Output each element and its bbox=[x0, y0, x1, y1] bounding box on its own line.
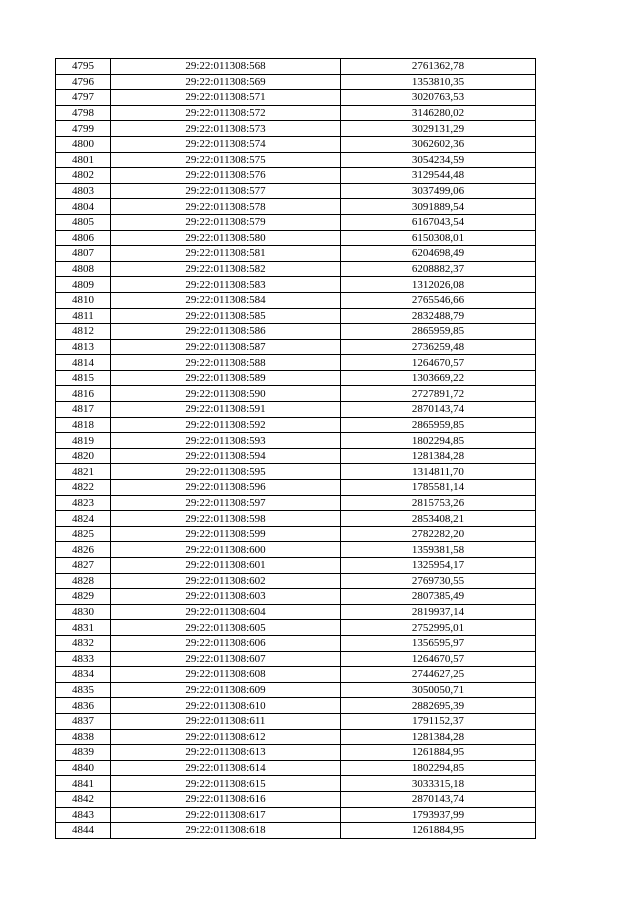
value-cell: 2870143,74 bbox=[341, 791, 536, 807]
cadastral-number-cell: 29:22:011308:579 bbox=[111, 214, 341, 230]
table-row bbox=[56, 729, 536, 745]
cadastral-number-cell: 29:22:011308:606 bbox=[111, 635, 341, 651]
value-cell: 3033315,18 bbox=[341, 776, 536, 792]
cadastral-number-cell: 29:22:011308:593 bbox=[111, 433, 341, 449]
table-row bbox=[56, 261, 536, 277]
value-cell: 3129544,48 bbox=[341, 168, 536, 184]
cadastral-number-cell: 29:22:011308:589 bbox=[111, 370, 341, 386]
table-row bbox=[56, 682, 536, 698]
value-cell: 2752995,01 bbox=[341, 620, 536, 636]
cadastral-number-cell: 29:22:011308:602 bbox=[111, 573, 341, 589]
value-cell: 1312026,08 bbox=[341, 277, 536, 293]
value-cell: 2782282,20 bbox=[341, 526, 536, 542]
row-number-cell: 4840 bbox=[56, 760, 111, 776]
value-cell: 1785581,14 bbox=[341, 480, 536, 496]
table-row bbox=[56, 246, 536, 262]
row-number-cell: 4812 bbox=[56, 324, 111, 340]
table-row bbox=[56, 324, 536, 340]
cadastral-number-cell: 29:22:011308:614 bbox=[111, 760, 341, 776]
row-number-cell: 4817 bbox=[56, 402, 111, 418]
row-number-cell: 4807 bbox=[56, 246, 111, 262]
table-row bbox=[56, 199, 536, 215]
row-number-cell: 4832 bbox=[56, 635, 111, 651]
row-number-cell: 4830 bbox=[56, 604, 111, 620]
value-cell: 2769730,55 bbox=[341, 573, 536, 589]
row-number-cell: 4831 bbox=[56, 620, 111, 636]
cadastral-number-cell: 29:22:011308:574 bbox=[111, 136, 341, 152]
row-number-cell: 4834 bbox=[56, 667, 111, 683]
cadastral-number-cell: 29:22:011308:587 bbox=[111, 339, 341, 355]
cadastral-number-cell: 29:22:011308:592 bbox=[111, 417, 341, 433]
row-number-cell: 4838 bbox=[56, 729, 111, 745]
value-cell: 1261884,95 bbox=[341, 823, 536, 839]
row-number-cell: 4796 bbox=[56, 74, 111, 90]
row-number-cell: 4801 bbox=[56, 152, 111, 168]
cadastral-number-cell: 29:22:011308:601 bbox=[111, 558, 341, 574]
table-row bbox=[56, 230, 536, 246]
value-cell: 2736259,48 bbox=[341, 339, 536, 355]
table-row bbox=[56, 136, 536, 152]
row-number-cell: 4814 bbox=[56, 355, 111, 371]
cadastral-number-cell: 29:22:011308:590 bbox=[111, 386, 341, 402]
cadastral-number-cell: 29:22:011308:613 bbox=[111, 745, 341, 761]
cadastral-number-cell: 29:22:011308:612 bbox=[111, 729, 341, 745]
table-row bbox=[56, 558, 536, 574]
row-number-cell: 4797 bbox=[56, 90, 111, 106]
row-number-cell: 4829 bbox=[56, 589, 111, 605]
value-cell: 1303669,22 bbox=[341, 370, 536, 386]
cadastral-number-cell: 29:22:011308:600 bbox=[111, 542, 341, 558]
table-row bbox=[56, 511, 536, 527]
table-row bbox=[56, 277, 536, 293]
cadastral-number-cell: 29:22:011308:573 bbox=[111, 121, 341, 137]
table-row bbox=[56, 495, 536, 511]
row-number-cell: 4841 bbox=[56, 776, 111, 792]
row-number-cell: 4798 bbox=[56, 105, 111, 121]
row-number-cell: 4810 bbox=[56, 292, 111, 308]
table-row bbox=[56, 402, 536, 418]
cadastral-number-cell: 29:22:011308:571 bbox=[111, 90, 341, 106]
table-row bbox=[56, 214, 536, 230]
value-cell: 2870143,74 bbox=[341, 402, 536, 418]
row-number-cell: 4813 bbox=[56, 339, 111, 355]
table-row bbox=[56, 745, 536, 761]
table-row bbox=[56, 168, 536, 184]
table-row bbox=[56, 480, 536, 496]
value-cell: 1314811,70 bbox=[341, 464, 536, 480]
value-cell: 2865959,85 bbox=[341, 417, 536, 433]
cadastral-number-cell: 29:22:011308:582 bbox=[111, 261, 341, 277]
value-cell: 3054234,59 bbox=[341, 152, 536, 168]
cadastral-number-cell: 29:22:011308:575 bbox=[111, 152, 341, 168]
table-row bbox=[56, 776, 536, 792]
row-number-cell: 4811 bbox=[56, 308, 111, 324]
row-number-cell: 4803 bbox=[56, 183, 111, 199]
table-row bbox=[56, 370, 536, 386]
cadastral-number-cell: 29:22:011308:568 bbox=[111, 59, 341, 75]
table-row bbox=[56, 308, 536, 324]
table-row bbox=[56, 433, 536, 449]
table-row bbox=[56, 604, 536, 620]
value-cell: 2832488,79 bbox=[341, 308, 536, 324]
table-row bbox=[56, 526, 536, 542]
table-row bbox=[56, 760, 536, 776]
table-row bbox=[56, 448, 536, 464]
row-number-cell: 4835 bbox=[56, 682, 111, 698]
value-cell: 1356595,97 bbox=[341, 635, 536, 651]
cadastral-number-cell: 29:22:011308:608 bbox=[111, 667, 341, 683]
value-cell: 2761362,78 bbox=[341, 59, 536, 75]
cadastral-number-cell: 29:22:011308:616 bbox=[111, 791, 341, 807]
cadastral-number-cell: 29:22:011308:578 bbox=[111, 199, 341, 215]
row-number-cell: 4823 bbox=[56, 495, 111, 511]
cadastral-number-cell: 29:22:011308:569 bbox=[111, 74, 341, 90]
row-number-cell: 4822 bbox=[56, 480, 111, 496]
table-row bbox=[56, 292, 536, 308]
row-number-cell: 4836 bbox=[56, 698, 111, 714]
value-cell: 1793937,99 bbox=[341, 807, 536, 823]
table-row bbox=[56, 573, 536, 589]
value-cell: 6204698,49 bbox=[341, 246, 536, 262]
value-cell: 1802294,85 bbox=[341, 760, 536, 776]
cadastral-number-cell: 29:22:011308:605 bbox=[111, 620, 341, 636]
row-number-cell: 4842 bbox=[56, 791, 111, 807]
value-cell: 1791152,37 bbox=[341, 713, 536, 729]
table-row bbox=[56, 651, 536, 667]
table-row bbox=[56, 698, 536, 714]
value-cell: 1802294,85 bbox=[341, 433, 536, 449]
value-cell: 3037499,06 bbox=[341, 183, 536, 199]
cadastral-number-cell: 29:22:011308:615 bbox=[111, 776, 341, 792]
row-number-cell: 4806 bbox=[56, 230, 111, 246]
row-number-cell: 4828 bbox=[56, 573, 111, 589]
cadastral-number-cell: 29:22:011308:599 bbox=[111, 526, 341, 542]
cadastral-number-cell: 29:22:011308:596 bbox=[111, 480, 341, 496]
table-row bbox=[56, 635, 536, 651]
table-row bbox=[56, 90, 536, 106]
table-row bbox=[56, 417, 536, 433]
value-cell: 2744627,25 bbox=[341, 667, 536, 683]
value-cell: 2765546,66 bbox=[341, 292, 536, 308]
table-row bbox=[56, 791, 536, 807]
row-number-cell: 4839 bbox=[56, 745, 111, 761]
table-row bbox=[56, 339, 536, 355]
value-cell: 1325954,17 bbox=[341, 558, 536, 574]
row-number-cell: 4821 bbox=[56, 464, 111, 480]
value-cell: 1281384,28 bbox=[341, 729, 536, 745]
table-row bbox=[56, 59, 536, 75]
value-cell: 1359381,58 bbox=[341, 542, 536, 558]
table-row bbox=[56, 464, 536, 480]
table-row bbox=[56, 823, 536, 839]
registry-table bbox=[55, 58, 536, 839]
cadastral-number-cell: 29:22:011308:607 bbox=[111, 651, 341, 667]
table-row bbox=[56, 807, 536, 823]
row-number-cell: 4805 bbox=[56, 214, 111, 230]
value-cell: 2819937,14 bbox=[341, 604, 536, 620]
row-number-cell: 4799 bbox=[56, 121, 111, 137]
cadastral-number-cell: 29:22:011308:594 bbox=[111, 448, 341, 464]
table-row bbox=[56, 386, 536, 402]
value-cell: 6208882,37 bbox=[341, 261, 536, 277]
value-cell: 2815753,26 bbox=[341, 495, 536, 511]
value-cell: 1281384,28 bbox=[341, 448, 536, 464]
value-cell: 2807385,49 bbox=[341, 589, 536, 605]
value-cell: 1353810,35 bbox=[341, 74, 536, 90]
table-row bbox=[56, 620, 536, 636]
cadastral-number-cell: 29:22:011308:584 bbox=[111, 292, 341, 308]
cadastral-number-cell: 29:22:011308:598 bbox=[111, 511, 341, 527]
row-number-cell: 4809 bbox=[56, 277, 111, 293]
cadastral-number-cell: 29:22:011308:577 bbox=[111, 183, 341, 199]
value-cell: 3050050,71 bbox=[341, 682, 536, 698]
row-number-cell: 4802 bbox=[56, 168, 111, 184]
cadastral-number-cell: 29:22:011308:591 bbox=[111, 402, 341, 418]
row-number-cell: 4826 bbox=[56, 542, 111, 558]
row-number-cell: 4818 bbox=[56, 417, 111, 433]
row-number-cell: 4795 bbox=[56, 59, 111, 75]
row-number-cell: 4819 bbox=[56, 433, 111, 449]
cadastral-number-cell: 29:22:011308:588 bbox=[111, 355, 341, 371]
row-number-cell: 4824 bbox=[56, 511, 111, 527]
cadastral-number-cell: 29:22:011308:586 bbox=[111, 324, 341, 340]
table-row bbox=[56, 152, 536, 168]
cadastral-number-cell: 29:22:011308:618 bbox=[111, 823, 341, 839]
cadastral-number-cell: 29:22:011308:609 bbox=[111, 682, 341, 698]
cadastral-number-cell: 29:22:011308:611 bbox=[111, 713, 341, 729]
value-cell: 2865959,85 bbox=[341, 324, 536, 340]
table-row bbox=[56, 183, 536, 199]
cadastral-number-cell: 29:22:011308:576 bbox=[111, 168, 341, 184]
cadastral-number-cell: 29:22:011308:603 bbox=[111, 589, 341, 605]
table-row bbox=[56, 589, 536, 605]
row-number-cell: 4837 bbox=[56, 713, 111, 729]
row-number-cell: 4825 bbox=[56, 526, 111, 542]
value-cell: 3062602,36 bbox=[341, 136, 536, 152]
value-cell: 1264670,57 bbox=[341, 355, 536, 371]
value-cell: 6150308,01 bbox=[341, 230, 536, 246]
row-number-cell: 4808 bbox=[56, 261, 111, 277]
cadastral-number-cell: 29:22:011308:583 bbox=[111, 277, 341, 293]
table-row bbox=[56, 74, 536, 90]
row-number-cell: 4800 bbox=[56, 136, 111, 152]
row-number-cell: 4833 bbox=[56, 651, 111, 667]
row-number-cell: 4815 bbox=[56, 370, 111, 386]
table-row bbox=[56, 542, 536, 558]
value-cell: 3146280,02 bbox=[341, 105, 536, 121]
table-row bbox=[56, 713, 536, 729]
value-cell: 2727891,72 bbox=[341, 386, 536, 402]
cadastral-number-cell: 29:22:011308:597 bbox=[111, 495, 341, 511]
row-number-cell: 4816 bbox=[56, 386, 111, 402]
cadastral-number-cell: 29:22:011308:604 bbox=[111, 604, 341, 620]
cadastral-number-cell: 29:22:011308:610 bbox=[111, 698, 341, 714]
table-row bbox=[56, 355, 536, 371]
value-cell: 1261884,95 bbox=[341, 745, 536, 761]
value-cell: 3029131,29 bbox=[341, 121, 536, 137]
value-cell: 2882695,39 bbox=[341, 698, 536, 714]
row-number-cell: 4820 bbox=[56, 448, 111, 464]
cadastral-number-cell: 29:22:011308:585 bbox=[111, 308, 341, 324]
row-number-cell: 4827 bbox=[56, 558, 111, 574]
cadastral-number-cell: 29:22:011308:580 bbox=[111, 230, 341, 246]
value-cell: 3020763,53 bbox=[341, 90, 536, 106]
registry-table-body bbox=[56, 59, 536, 839]
cadastral-number-cell: 29:22:011308:595 bbox=[111, 464, 341, 480]
table-row bbox=[56, 105, 536, 121]
value-cell: 1264670,57 bbox=[341, 651, 536, 667]
value-cell: 6167043,54 bbox=[341, 214, 536, 230]
table-row bbox=[56, 121, 536, 137]
value-cell: 2853408,21 bbox=[341, 511, 536, 527]
row-number-cell: 4844 bbox=[56, 823, 111, 839]
cadastral-number-cell: 29:22:011308:617 bbox=[111, 807, 341, 823]
value-cell: 3091889,54 bbox=[341, 199, 536, 215]
row-number-cell: 4804 bbox=[56, 199, 111, 215]
table-row bbox=[56, 667, 536, 683]
cadastral-number-cell: 29:22:011308:581 bbox=[111, 246, 341, 262]
row-number-cell: 4843 bbox=[56, 807, 111, 823]
cadastral-number-cell: 29:22:011308:572 bbox=[111, 105, 341, 121]
